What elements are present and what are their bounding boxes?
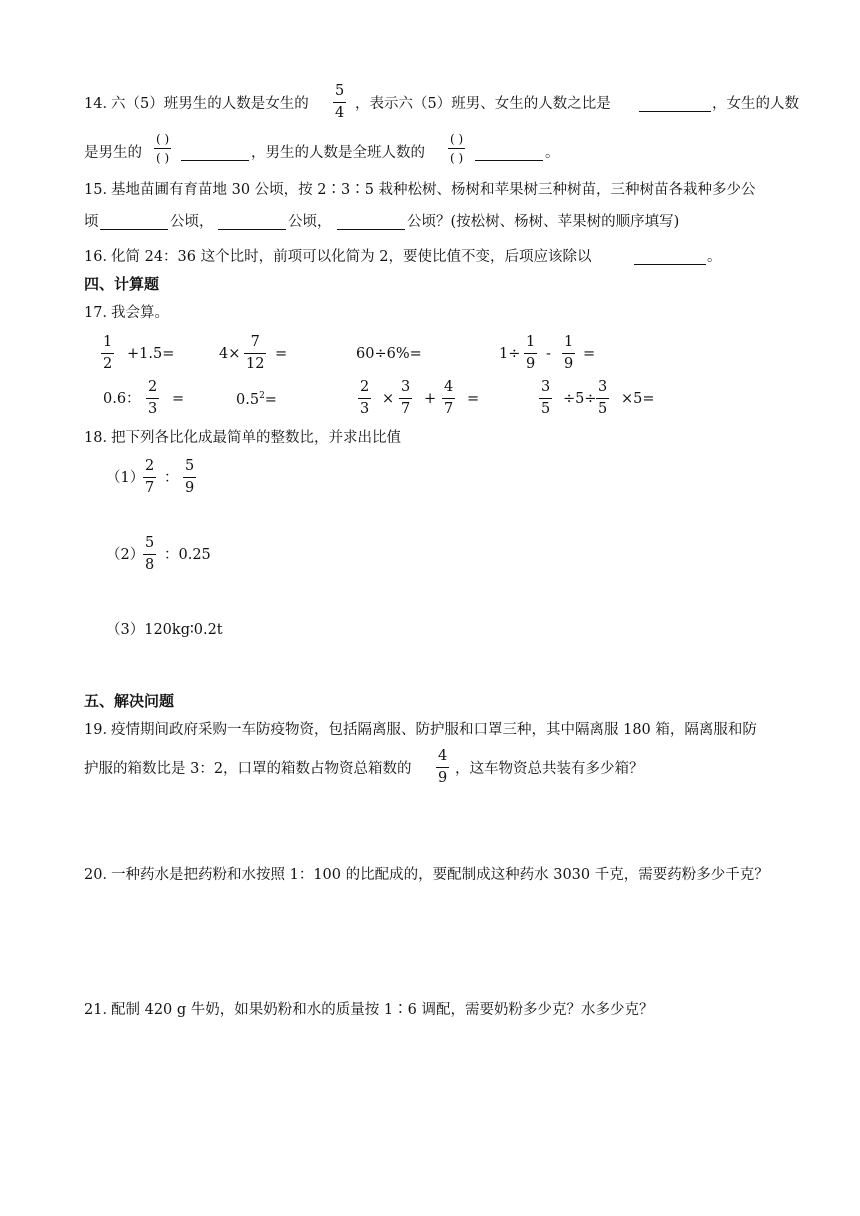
item-label: （2） — [106, 547, 145, 563]
expression-text: 0.6： — [103, 391, 141, 407]
expression-text: +1.5= — [127, 346, 175, 362]
fraction-blank[interactable]: ( ) ( ) — [450, 132, 464, 165]
question-text: 一种药水是把药粉和水按照 1：100 的比配成的，要配制成这种药水 3030 千克，需要药粉多少千克？ — [111, 867, 769, 883]
answer-blank[interactable] — [634, 250, 706, 265]
expression-text: ×5= — [621, 391, 655, 407]
unit-text: 公顷？(按松树、杨树、苹果树的顺序填写) — [407, 214, 680, 230]
question-text: 是男生的 — [84, 145, 142, 161]
expression-text: + — [424, 391, 437, 407]
question-text: ，表示六（5）班男、女生的人数之比是 — [355, 96, 611, 112]
expression-text: = — [583, 346, 596, 362]
expression-text: 60÷6%= — [356, 346, 422, 362]
expression-text: ：0.25 — [164, 547, 211, 563]
question-number: 16． — [84, 249, 117, 265]
question-number: 19． — [84, 722, 117, 738]
fraction: 4 7 — [444, 379, 454, 417]
item-label: （1） — [106, 470, 145, 486]
expression-text: 4× — [219, 346, 241, 362]
fraction: 1 9 — [526, 334, 536, 372]
fraction: 3 5 — [541, 379, 551, 417]
unit-text: 公顷， — [170, 214, 214, 230]
expression-text: - — [546, 346, 551, 362]
fraction: 2 7 — [145, 458, 155, 496]
fraction: 1 2 — [103, 334, 113, 372]
question-number: 18． — [84, 430, 117, 446]
question-text: 基地苗圃有育苗地 30 公顷，按 2∶3∶5 栽种松树、杨树和苹果树三种树苗，三种树苗各栽种多少公 — [111, 182, 756, 198]
fraction-blank[interactable]: ( ) ( ) — [156, 132, 170, 165]
expression-text: = — [172, 391, 185, 407]
fraction: 5 8 — [145, 535, 155, 573]
fraction: 5 9 — [185, 458, 195, 496]
expression-text: ： — [164, 470, 179, 486]
answer-blank[interactable] — [218, 215, 286, 230]
question-text: ，男生的人数是全班人数的 — [251, 145, 425, 161]
question-text: 疫情期间政府采购一车防疫物资，包括隔离服、防护服和口罩三种，其中隔离服 180 箱，隔离服和防 — [111, 722, 757, 738]
question-number: 14． — [84, 96, 117, 112]
question-text: 护服的箱数比是 3：2，口罩的箱数占物资总箱数的 — [84, 761, 412, 777]
section-heading: 五、解决问题 — [84, 692, 175, 710]
question-text: 顷 — [84, 214, 99, 230]
expression-text: = — [275, 346, 288, 362]
section-heading: 四、计算题 — [84, 275, 160, 293]
fraction: 2 3 — [148, 379, 158, 417]
answer-blank[interactable] — [639, 97, 711, 112]
fraction: 3 5 — [598, 379, 608, 417]
fraction: 5 4 — [335, 83, 345, 121]
expression-text: × — [382, 391, 395, 407]
fraction: 2 3 — [360, 379, 370, 417]
fraction: 4 9 — [438, 748, 448, 786]
answer-blank[interactable] — [475, 146, 543, 161]
fraction: 7 12 — [246, 334, 265, 372]
question-text: 。 — [707, 249, 722, 265]
unit-text: 公顷， — [288, 214, 332, 230]
item-text: （3）120kg∶0.2t — [106, 622, 223, 638]
question-number: 15． — [84, 182, 117, 198]
answer-blank[interactable] — [100, 215, 168, 230]
expression-text: ÷5÷ — [563, 391, 597, 407]
question-text: ，女生的人数 — [712, 96, 799, 112]
fraction: 3 7 — [401, 379, 411, 417]
question-number: 20． — [84, 867, 117, 883]
expression-text: = — [467, 391, 480, 407]
question-number: 21． — [84, 1002, 117, 1018]
question-text: 配制 420 g 牛奶，如果奶粉和水的质量按 1∶6 调配，需要奶粉多少克？水多少克？ — [111, 1002, 654, 1018]
answer-blank[interactable] — [181, 146, 249, 161]
question-text: 化简 24：36 这个比时，前项可以化简为 2，要使比值不变，后项应该除以 — [111, 249, 592, 265]
expression-text: 1÷ — [499, 346, 521, 362]
question-text: 我会算。 — [111, 305, 169, 321]
question-text: 把下列各比化成最简单的整数比，并求出比值 — [111, 430, 401, 446]
answer-blank[interactable] — [337, 215, 405, 230]
question-text: 六（5）班男生的人数是女生的 — [111, 96, 309, 112]
question-text: 。 — [545, 145, 560, 161]
fraction: 1 9 — [564, 334, 574, 372]
expression-text: $0.5^2=$ — [236, 391, 277, 408]
question-text: ，这车物资总共装有多少箱？ — [455, 761, 644, 777]
question-number: 17． — [84, 305, 117, 321]
